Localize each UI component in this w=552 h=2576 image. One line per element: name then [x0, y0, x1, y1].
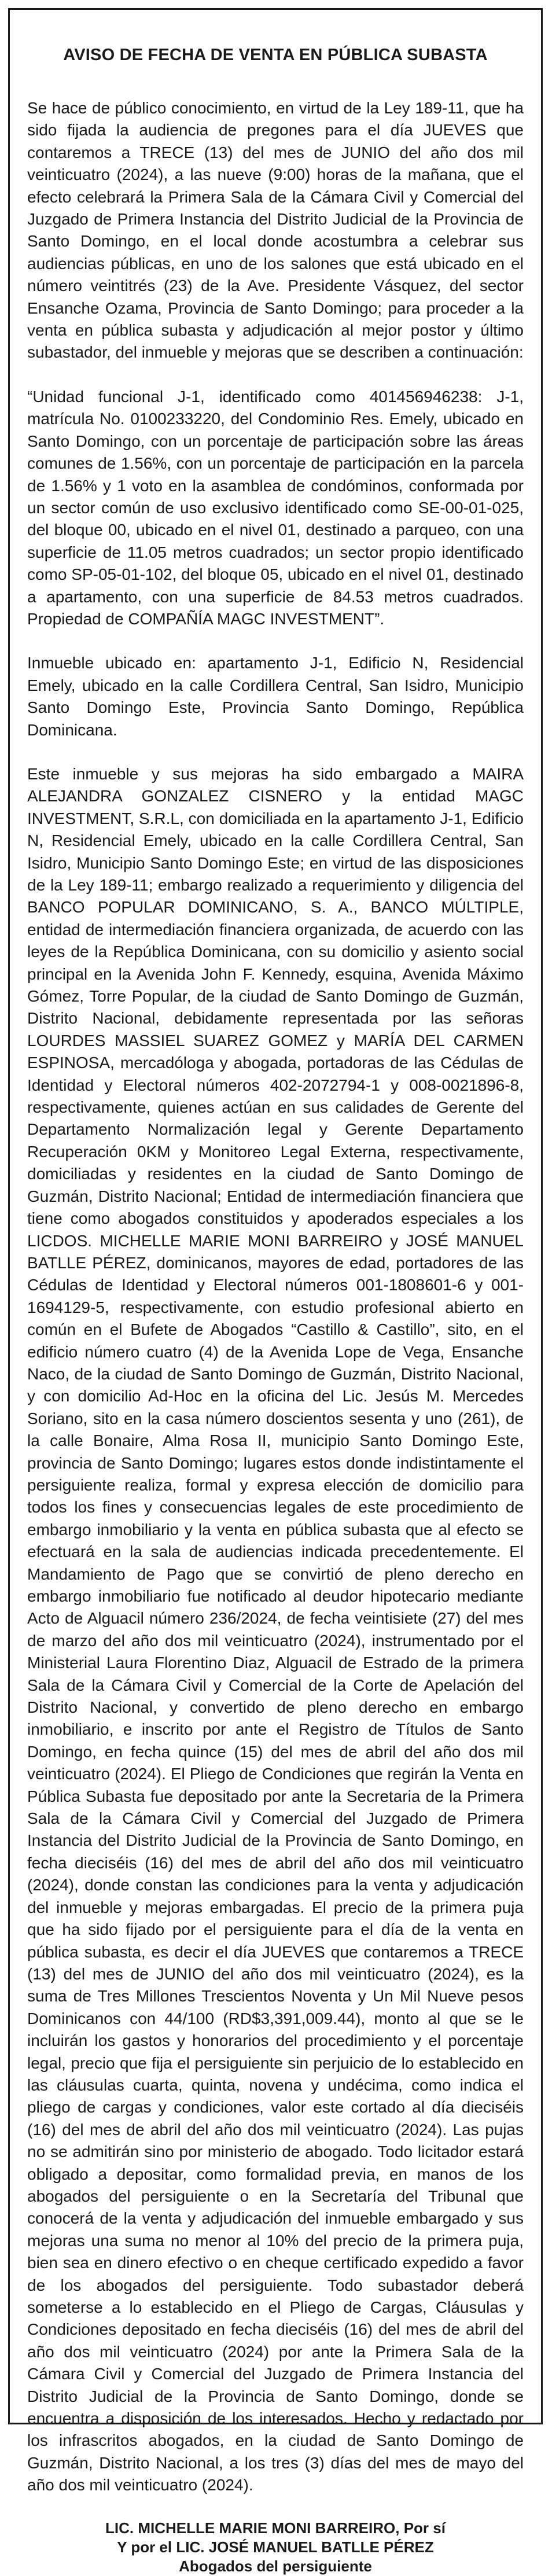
signature-block — [27, 2519, 524, 2576]
paragraph-property-location: Inmueble ubicado en: apartamento J-1, Edificio N, Residencial Emely, ubicado en la calle Cordillera Central, San Isidro, Municipio Santo Domingo Este, Provincia Santo Domingo, República Dominicana. — [27, 654, 524, 739]
paragraph-intro: Se hace de público conocimiento, en virtud de la Ley 189-11, que ha sido fijada la audiencia de pregones para el día JUEVES que contaremos a TRECE (13) del mes de JUNIO del año dos mil veinticuatro (2024), a las nueve (9:00) horas de la mañana, que el efecto celebrará la Primera Sala de la Cámara Civil y Comercial del Juzgado de Primera Instancia del Distrito Judicial de la Provincia de Santo Domingo, en el local donde acostumbra a celebrar sus audiencias públicas, en uno de los salones que está ubicado en el número veintitrés (23) de la Ave. Presidente Vásquez, del sector Ensanche Ozama, Provincia de Santo Domingo; para proceder a la venta en pública subasta y adjudicación al mejor postor y último subastador, del inmueble y mejoras que se describen a continuación: — [27, 99, 524, 362]
notice-body — [27, 97, 524, 2497]
signature-line-3: Abogados del persiguiente — [179, 2557, 372, 2575]
paragraph-seizure-details: Este inmueble y sus mejoras ha sido embargado a MAIRA ALEJANDRA GONZALEZ CISNERO y la entidad MAGC INVESTMENT, S.R.L, con domiciliada en la apartamento J-1, Edificio N, Residencial Emely, ubicado en la calle Cordillera Central, San Isidro, Municipio Santo Domingo Este; en virtud de las disposiciones de la Ley 189-11; embargo realizado a requerimiento y diligencia del BANCO POPULAR DOMINICANO, S. A., BANCO MÚLTIPLE, entidad de intermediación financiera organizada, de acuerdo con las leyes de la República Dominicana, con su domicilio y asiento social principal en la Avenida John F. Kennedy, esquina, Avenida Máximo Gómez, Torre Popular, de la ciudad de Santo Domingo de Guzmán, Distrito Nacional, debidamente representada por las señoras LOURDES MASSIEL SUAREZ GOMEZ y MARÍA DEL CARMEN ESPINOSA, mercadóloga y abogada, portadoras de las Cédulas de Identidad y Electoral números 402-2072794-1 y 008-0021896-8, respectivamente, quienes actúan en sus calidades de Gerente del Departamento Normalización legal y Gerente Departamento Recuperación 0KM y Monitoreo Legal Externa, respectivamente, domiciliadas y residentes en la ciudad de Santo Domingo de Guzmán, Distrito Nacional; Entidad de intermediación financiera que tiene como abogados constituidos y apoderados especiales a los LICDOS. MICHELLE MARIE MONI BARREIRO y JOSÉ MANUEL BATLLE PÉREZ, dominicanos, mayores de edad, portadores de las Cédulas de Identidad y Electoral números 001-1808601-6 y 001-1694129-5, respectivamente, con estudio profesional abierto en común en el Bufete de Abogados “Castillo & Castillo”, sito, en el edificio número cuatro (4) de la Avenida Lope de Vega, Ensanche Naco, de la ciudad de Santo Domingo de Guzmán, Distrito Nacional, y con domicilio Ad-Hoc en la oficina del Lic. Jesús M. Mercedes Soriano, sito en la casa número doscientos sesenta y uno (261), de la calle Bonaire, Alma Rosa II, municipio Santo Domingo Este, provincia de Santo Domingo; lugares estos donde indistintamente el persiguiente realiza, formal y expresa elección de domicilio para todos los fines y consecuencias legales de este procedimiento de embargo inmobiliario y la venta en pública subasta que al efecto se efectuará en la sala de audiencias indicada precedentemente. El Mandamiento de Pago que se convirtió de pleno derecho en embargo inmobiliario fue notificado al deudor hipotecario mediante Acto de Alguacil número 236/2024, de fecha veintisiete (27) del mes de marzo del año dos mil veinticuatro (2024), instrumentado por el Ministerial Laura Florentino Diaz, Alguacil de Estrado de la primera Sala de la Cámara Civil y Comercial de la Corte de Apelación del Distrito Nacional, y convertido de pleno derecho en embargo inmobiliario, e inscrito por ante el Registro de Títulos de Santo Domingo, en fecha quince (15) del mes de abril del año dos mil veinticuatro (2024). El Pliego de Condiciones que regirán la Venta en Pública Subasta fue depositado por ante la Secretaria de la Primera Sala de la Cámara Civil y Comercial del Juzgado de Primera Instancia del Distrito Judicial de la Provincia de Santo Domingo, en fecha dieciséis (16) del mes de abril del año dos mil veinticuatro (2024), donde constan las condiciones para la venta y adjudicación del inmueble y mejoras embargadas. El precio de la primera puja que ha sido fijado por el persiguiente para el día de la venta en pública subasta, es decir el día JUEVES que contaremos a TRECE (13) del mes de JUNIO del año dos mil veinticuatro (2024), es la suma de Tres Millones Trescientos Noventa y Un Mil Nueve pesos Dominicanos con 44/100 (RD$3,391,009.44), monto al que se le incluirán los gastos y honorarios del procedimiento y el porcentaje legal, precio que fija el persiguiente sin perjuicio de lo establecido en las cláusulas cuarta, quinta, novena y undécima, como indica el pliego de cargas y condiciones, valor este cortado al día dieciséis (16) del mes de abril del año dos mil veinticuatro (2024). Las pujas no se admitirán sino por ministerio de abogado. Todo licitador estará obligado a depositar, como formalidad previa, en manos de los abogados del persiguiente o en la Secretaría del Tribunal que conocerá de la venta y adjudicación del inmueble embargado y sus mejoras una suma no menor al 10% del precio de la primera puja, bien sea en dinero efectivo o en cheque certificado expedido a favor de los abogados del persiguiente. Todo subastador deberá someterse a lo establecido en el Pliego de Cargas, Cláusulas y Condiciones depositado en fecha dieciséis (16) del mes de abril del año dos mil veinticuatro (2024) por ante la Primera Sala de la Cámara Civil y Comercial del Juzgado de Primera Instancia del Distrito Judicial de la Provincia de Santo Domingo, donde se encuentra a disposición de los interesados. Hecho y redactado por los infrascritos abogados, en la ciudad de Santo Domingo de Guzmán, Distrito Nacional, a los tres (3) días del mes de mayo del año dos mil veinticuatro (2024). — [27, 764, 524, 2494]
paragraph-property-description: “Unidad funcional J-1, identificado como 401456946238: J-1, matrícula No. 0100233220, del Condominio Res. Emely, ubicado en Santo Domingo, con un porcentaje de participación sobre las áreas comunes de 1.56%, con un porcentaje de participación en la parcela de 1.56% y 1 voto en la asamblea de condóminos, conformada por un sector común de uso exclusivo identificado como SE-00-01-025, del bloque 00, ubicado en el nivel 01, destinado a parqueo, con una superficie de 11.05 metros cuadrados; un sector propio identificado como SP-05-01-102, del bloque 05, ubicado en el nivel 01, destinado a apartamento, con una superficie de 84.53 metros cuadrados. Propiedad de COMPAÑÍA MAGC INVESTMENT”. — [27, 387, 524, 628]
signature-line-2: Y por el LIC. JOSÉ MANUEL BATLLE PÉREZ — [117, 2538, 434, 2556]
notice-title: AVISO DE FECHA DE VENTA EN PÚBLICA SUBASTA — [63, 46, 488, 64]
legal-notice — [8, 8, 543, 2575]
signature-line-1: LIC. MICHELLE MARIE MONI BARREIRO, Por sí — [105, 2519, 446, 2537]
